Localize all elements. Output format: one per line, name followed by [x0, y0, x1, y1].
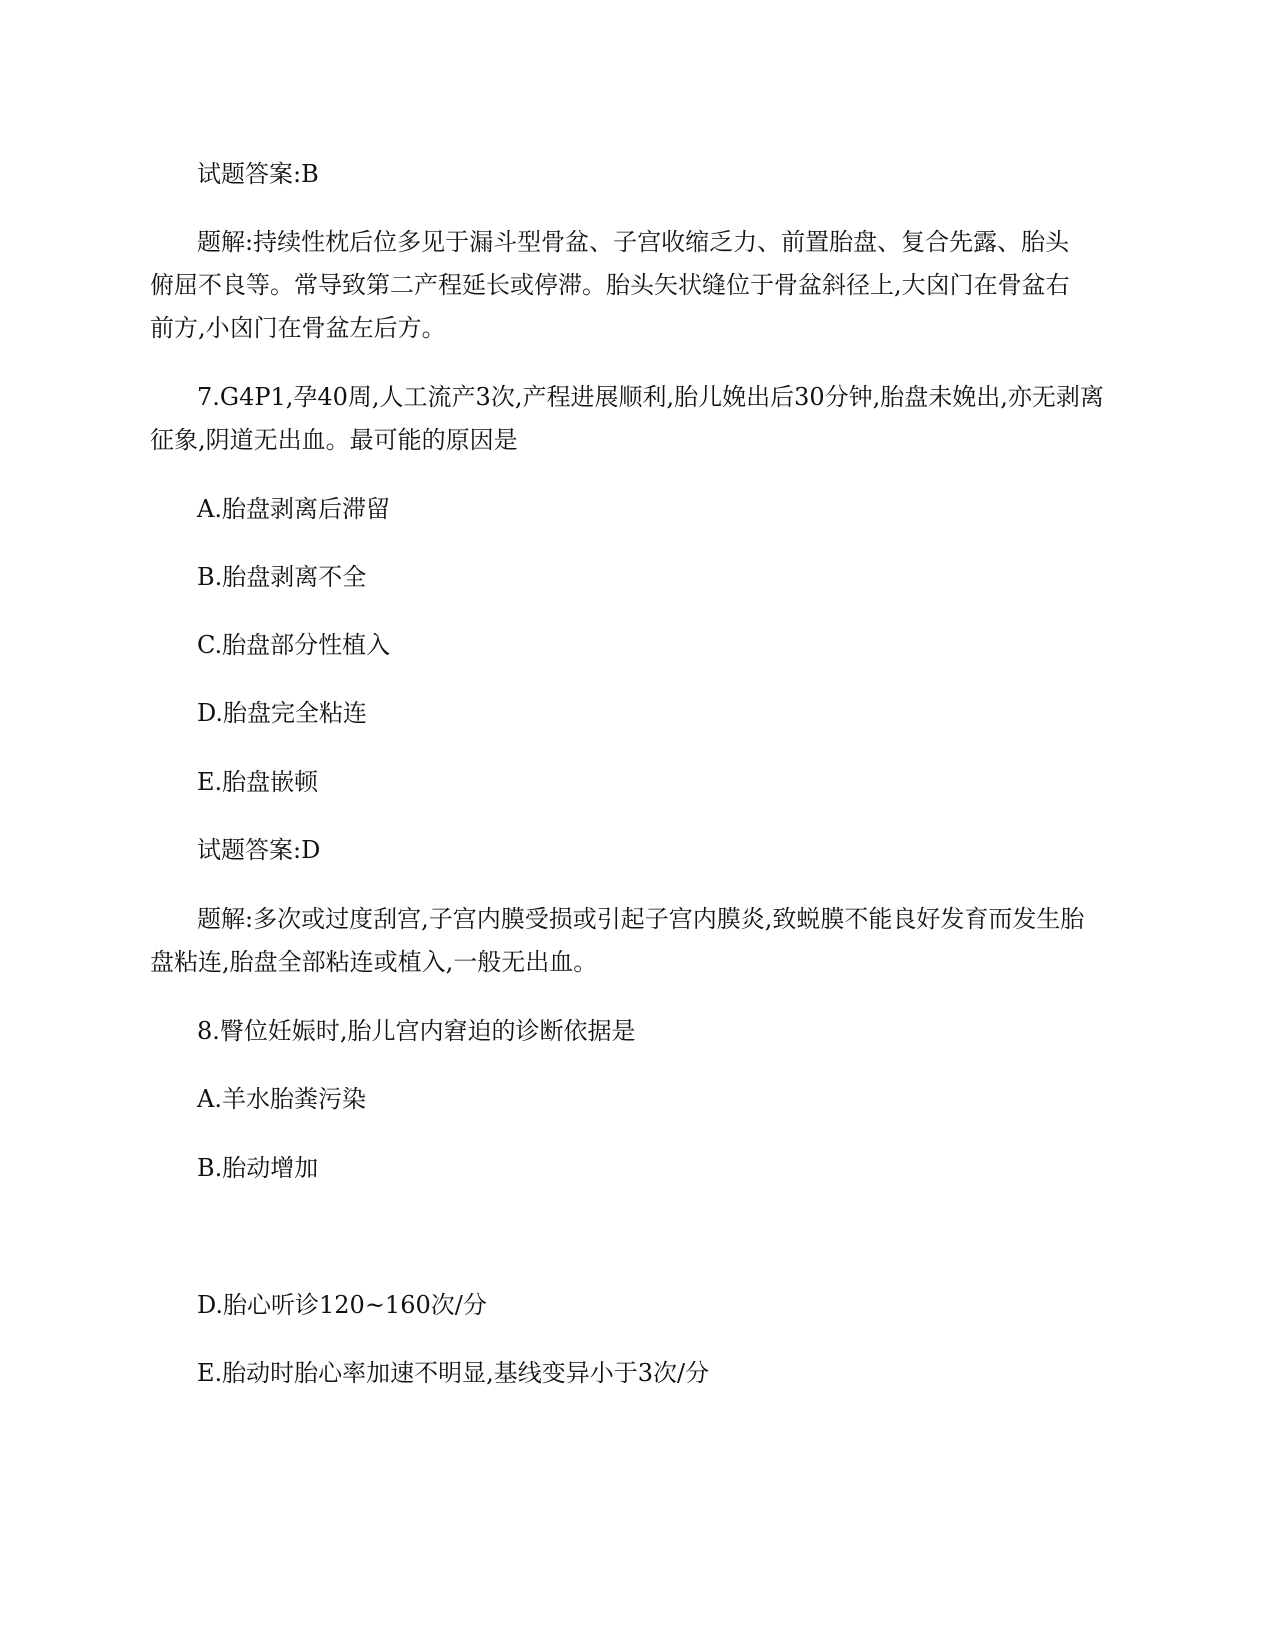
q6-answer: 试题答案:B [197, 160, 319, 188]
q6-explanation-line-3: 前方,小囟门在骨盆左后方。 [150, 314, 446, 342]
q8-option-e: E.胎动时胎心率加速不明显,基线变异小于3次/分 [197, 1359, 710, 1387]
q7-option-d: D.胎盘完全粘连 [197, 699, 368, 727]
q7-option-a: A.胎盘剥离后滞留 [197, 495, 390, 523]
q7-option-b: B.胎盘剥离不全 [197, 563, 367, 591]
q8-option-b: B.胎动增加 [197, 1154, 319, 1182]
q7-option-e: E.胎盘嵌顿 [197, 768, 319, 796]
q7-explanation-line-1: 题解:多次或过度刮宫,子宫内膜受损或引起子宫内膜炎,致蜕膜不能良好发育而发生胎 [197, 905, 1085, 933]
q7-option-c: C.胎盘部分性植入 [197, 631, 391, 659]
q7-stem-line-1: 7.G4P1,孕40周,人工流产3次,产程进展顺利,胎儿娩出后30分钟,胎盘未娩出,亦无剥离 [197, 383, 1104, 411]
q8-stem: 8.臀位妊娠时,胎儿宫内窘迫的诊断依据是 [197, 1017, 636, 1045]
q8-option-a: A.羊水胎粪污染 [197, 1085, 366, 1113]
q8-option-d: D.胎心听诊120~160次/分 [197, 1291, 487, 1319]
q7-answer: 试题答案:D [197, 836, 321, 864]
q6-explanation-line-2: 俯屈不良等。常导致第二产程延长或停滞。胎头矢状缝位于骨盆斜径上,大囟门在骨盆右 [150, 271, 1070, 299]
q7-stem-line-2: 征象,阴道无出血。最可能的原因是 [150, 426, 518, 454]
q7-explanation-line-2: 盘粘连,胎盘全部粘连或植入,一般无出血。 [150, 948, 598, 976]
q6-explanation-line-1: 题解:持续性枕后位多见于漏斗型骨盆、子宫收缩乏力、前置胎盘、复合先露、胎头 [197, 228, 1070, 256]
